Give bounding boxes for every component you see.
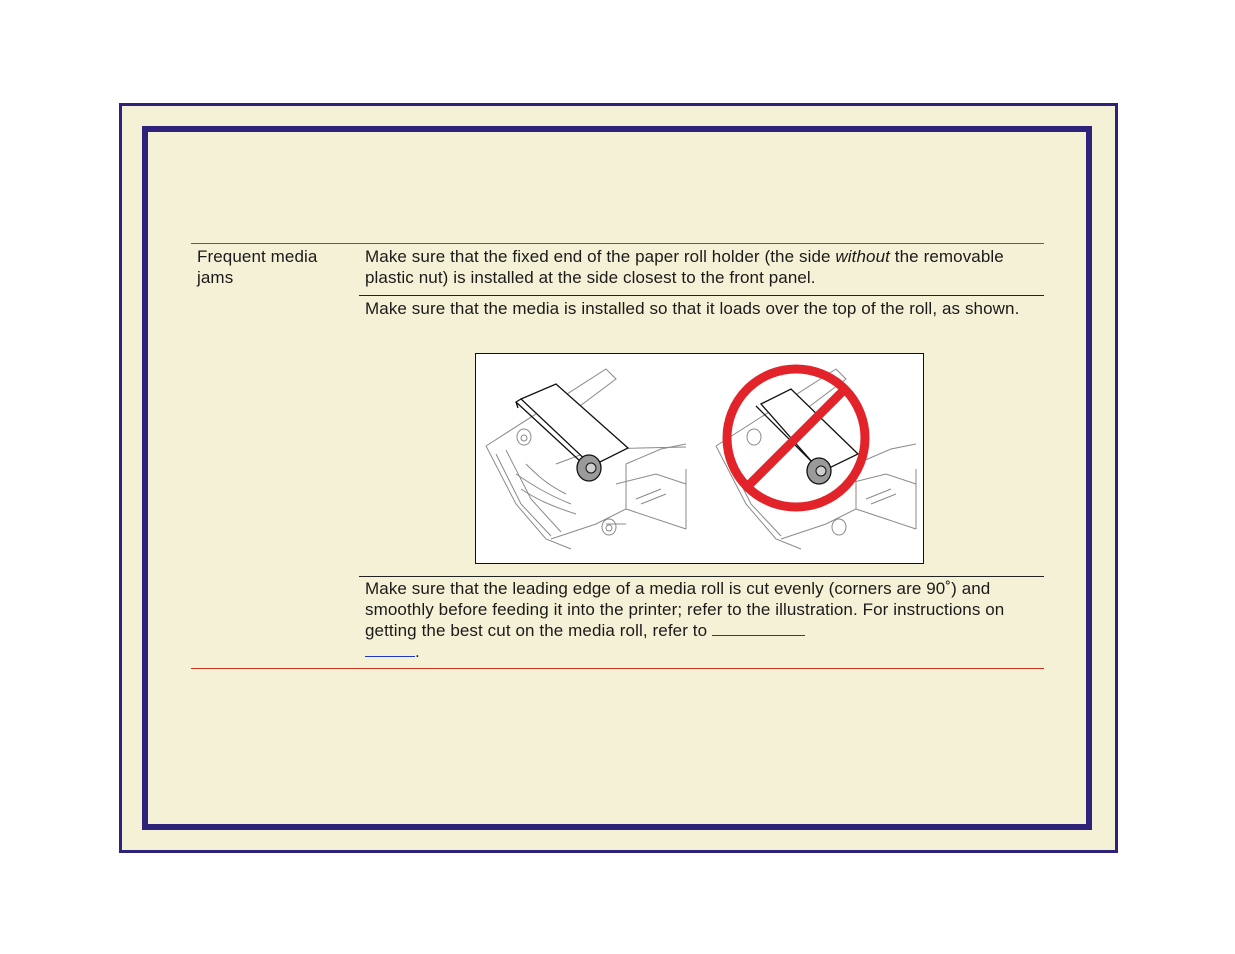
correct-roll-paper: [516, 384, 628, 481]
solution-1-emphasis: without: [835, 247, 890, 266]
solution-1-text-a: Make sure that the fixed end of the paper roll holder (the side: [365, 247, 836, 266]
table-bottom-rule: [191, 668, 1044, 669]
table-top-rule: [191, 243, 1044, 244]
problem-cell: Frequent media jams: [197, 247, 318, 287]
incorrect-roll-loading-prohibited-icon: [727, 369, 865, 507]
incorrect-roll-paper: [756, 389, 858, 484]
cross-reference-link-continuation[interactable]: [365, 642, 415, 657]
solution-3: [365, 578, 1037, 662]
roll-loading-figure: [475, 353, 924, 564]
cross-reference-link[interactable]: [712, 621, 805, 636]
solution-1: [365, 246, 1037, 288]
solution-1-text-b: the removable plastic nut) is installed at the side closest to the front panel.: [365, 247, 1004, 287]
roll-loading-svg: [476, 354, 923, 563]
row-divider-2: [359, 576, 1044, 577]
solution-3-end: .: [415, 642, 420, 661]
row-divider-1: [359, 295, 1044, 296]
solution-3-text: Make sure that the leading edge of a media roll is cut evenly (corners are 90˚) and smoothly before feeding it into the printer; refer to the illustration. For instructions on getting the best cut on the media roll, refer to: [365, 579, 1005, 640]
solution-2: Make sure that the media is installed so that it loads over the top of the roll, as shown.: [365, 299, 1020, 318]
